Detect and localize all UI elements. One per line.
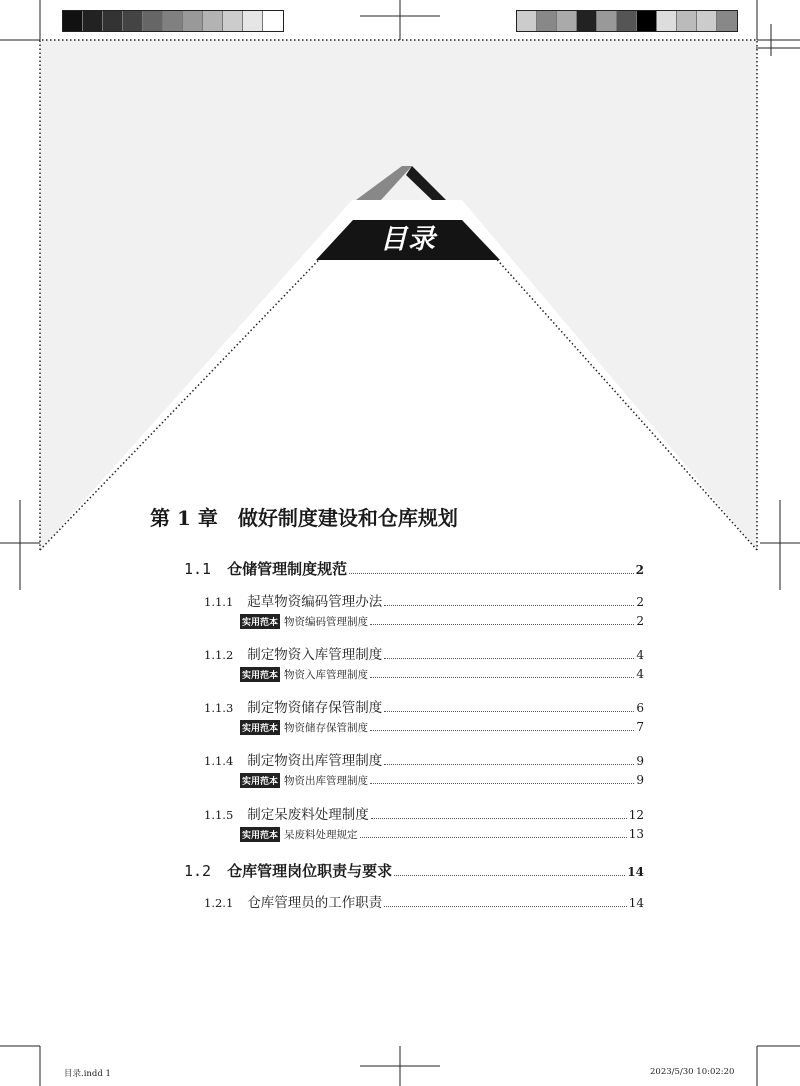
dot-leader — [349, 572, 634, 574]
toc-entry-title: 仓储管理制度规范 — [227, 560, 348, 578]
toc-entry[interactable] — [240, 720, 644, 735]
color-swatch — [537, 11, 557, 31]
toc-entry-number: 1.1.2 — [204, 648, 234, 662]
dot-leader — [384, 905, 626, 907]
color-swatch — [577, 11, 597, 31]
dot-leader — [384, 657, 634, 659]
toc-entry-title: 呆废料处理规定 — [284, 829, 358, 841]
color-swatch — [243, 11, 263, 31]
color-swatch — [677, 11, 697, 31]
toc-entry[interactable] — [204, 643, 644, 663]
grey-header-shape — [40, 40, 757, 550]
dot-leader — [370, 729, 634, 731]
footer-file: 目录.indd 1 — [64, 1069, 111, 1079]
toc-entry-page: 2 — [636, 595, 644, 609]
toc-entry[interactable] — [240, 614, 644, 629]
color-swatch — [263, 11, 283, 31]
color-swatch — [517, 11, 537, 31]
toc-entry-title: 制定呆废料处理制度 — [247, 807, 369, 823]
dot-leader — [360, 836, 627, 838]
color-swatch — [103, 11, 123, 31]
dot-leader — [384, 763, 634, 765]
color-swatch — [83, 11, 103, 31]
dot-leader — [384, 710, 634, 712]
color-swatch — [163, 11, 183, 31]
dot-leader — [384, 604, 634, 606]
toc-entry[interactable] — [240, 827, 644, 842]
dot-leader — [370, 623, 634, 625]
toc-entry-number: 1.1 — [184, 560, 212, 578]
toc-entry-title: 物资出库管理制度 — [284, 775, 369, 787]
toc-entry-page: 9 — [636, 754, 644, 768]
toc-entry[interactable] — [184, 860, 644, 881]
color-swatch — [717, 11, 737, 31]
dot-leader — [394, 874, 625, 876]
toc-entry[interactable] — [204, 696, 644, 716]
toc-entry[interactable] — [240, 667, 644, 682]
toc-entry-number: 1.1.3 — [204, 701, 234, 715]
toc-entry-page: 2 — [636, 614, 644, 628]
toc-entry-title: 制定物资入库管理制度 — [247, 647, 383, 663]
toc-entry-number: 1.2 — [184, 862, 212, 880]
toc-entry-number: 1.2.1 — [204, 896, 234, 910]
color-swatch — [697, 11, 717, 31]
toc-entry-title: 制定物资出库管理制度 — [247, 753, 383, 769]
toc-entry-page: 2 — [635, 563, 644, 577]
toc-entry-title: 仓库管理员的工作职责 — [247, 895, 383, 911]
template-badge: 实用范本 — [240, 667, 280, 682]
color-swatch — [63, 11, 83, 31]
color-swatch — [557, 11, 577, 31]
toc-entry-title: 仓库管理岗位职责与要求 — [227, 862, 393, 880]
toc-entry-page: 14 — [628, 896, 644, 910]
toc-entry[interactable] — [204, 803, 644, 823]
toc-entry-title: 制定物资储存保管制度 — [247, 700, 383, 716]
template-badge: 实用范本 — [240, 773, 280, 788]
toc-entry-page: 6 — [636, 701, 644, 715]
chapter-heading — [150, 503, 458, 533]
chapter-number: 第 1 章 — [150, 506, 218, 530]
template-badge: 实用范本 — [240, 720, 280, 735]
color-swatch — [637, 11, 657, 31]
toc-entry[interactable] — [240, 773, 644, 788]
toc-entry-page: 4 — [636, 648, 644, 662]
toc-entry-page: 13 — [628, 827, 644, 841]
page-title: 目录 — [380, 224, 436, 255]
template-badge: 实用范本 — [240, 614, 280, 629]
color-bar-left — [62, 10, 284, 32]
toc-entry-page: 9 — [636, 773, 644, 787]
color-swatch — [143, 11, 163, 31]
color-swatch — [597, 11, 617, 31]
chapter-title: 做好制度建设和仓库规划 — [237, 506, 458, 530]
toc-entry[interactable] — [204, 891, 644, 911]
dot-leader — [370, 782, 634, 784]
toc-entry-number: 1.1.4 — [204, 754, 234, 768]
toc-entry-page: 14 — [627, 865, 644, 879]
toc-entry[interactable] — [184, 558, 644, 579]
toc-entry-page: 12 — [628, 808, 644, 822]
toc-entry-number: 1.1.5 — [204, 808, 234, 822]
color-bar-right — [516, 10, 738, 32]
toc-entry-title: 物资入库管理制度 — [284, 669, 369, 681]
color-swatch — [123, 11, 143, 31]
footer-timestamp: 2023/5/30 10:02:20 — [650, 1067, 735, 1077]
toc-entry[interactable] — [204, 749, 644, 769]
color-swatch — [657, 11, 677, 31]
color-swatch — [617, 11, 637, 31]
toc-entry-title: 物资储存保管制度 — [284, 722, 369, 734]
color-swatch — [203, 11, 223, 31]
color-swatch — [223, 11, 243, 31]
toc-entry-title: 起草物资编码管理办法 — [247, 594, 383, 610]
template-badge: 实用范本 — [240, 827, 280, 842]
dot-leader — [370, 676, 634, 678]
toc-entry-title: 物资编码管理制度 — [284, 616, 369, 628]
toc-entry-number: 1.1.1 — [204, 595, 234, 609]
color-swatch — [183, 11, 203, 31]
dot-leader — [371, 817, 627, 819]
toc-entry-page: 4 — [636, 667, 644, 681]
toc-entry-page: 7 — [636, 720, 644, 734]
toc-entry[interactable] — [204, 590, 644, 610]
